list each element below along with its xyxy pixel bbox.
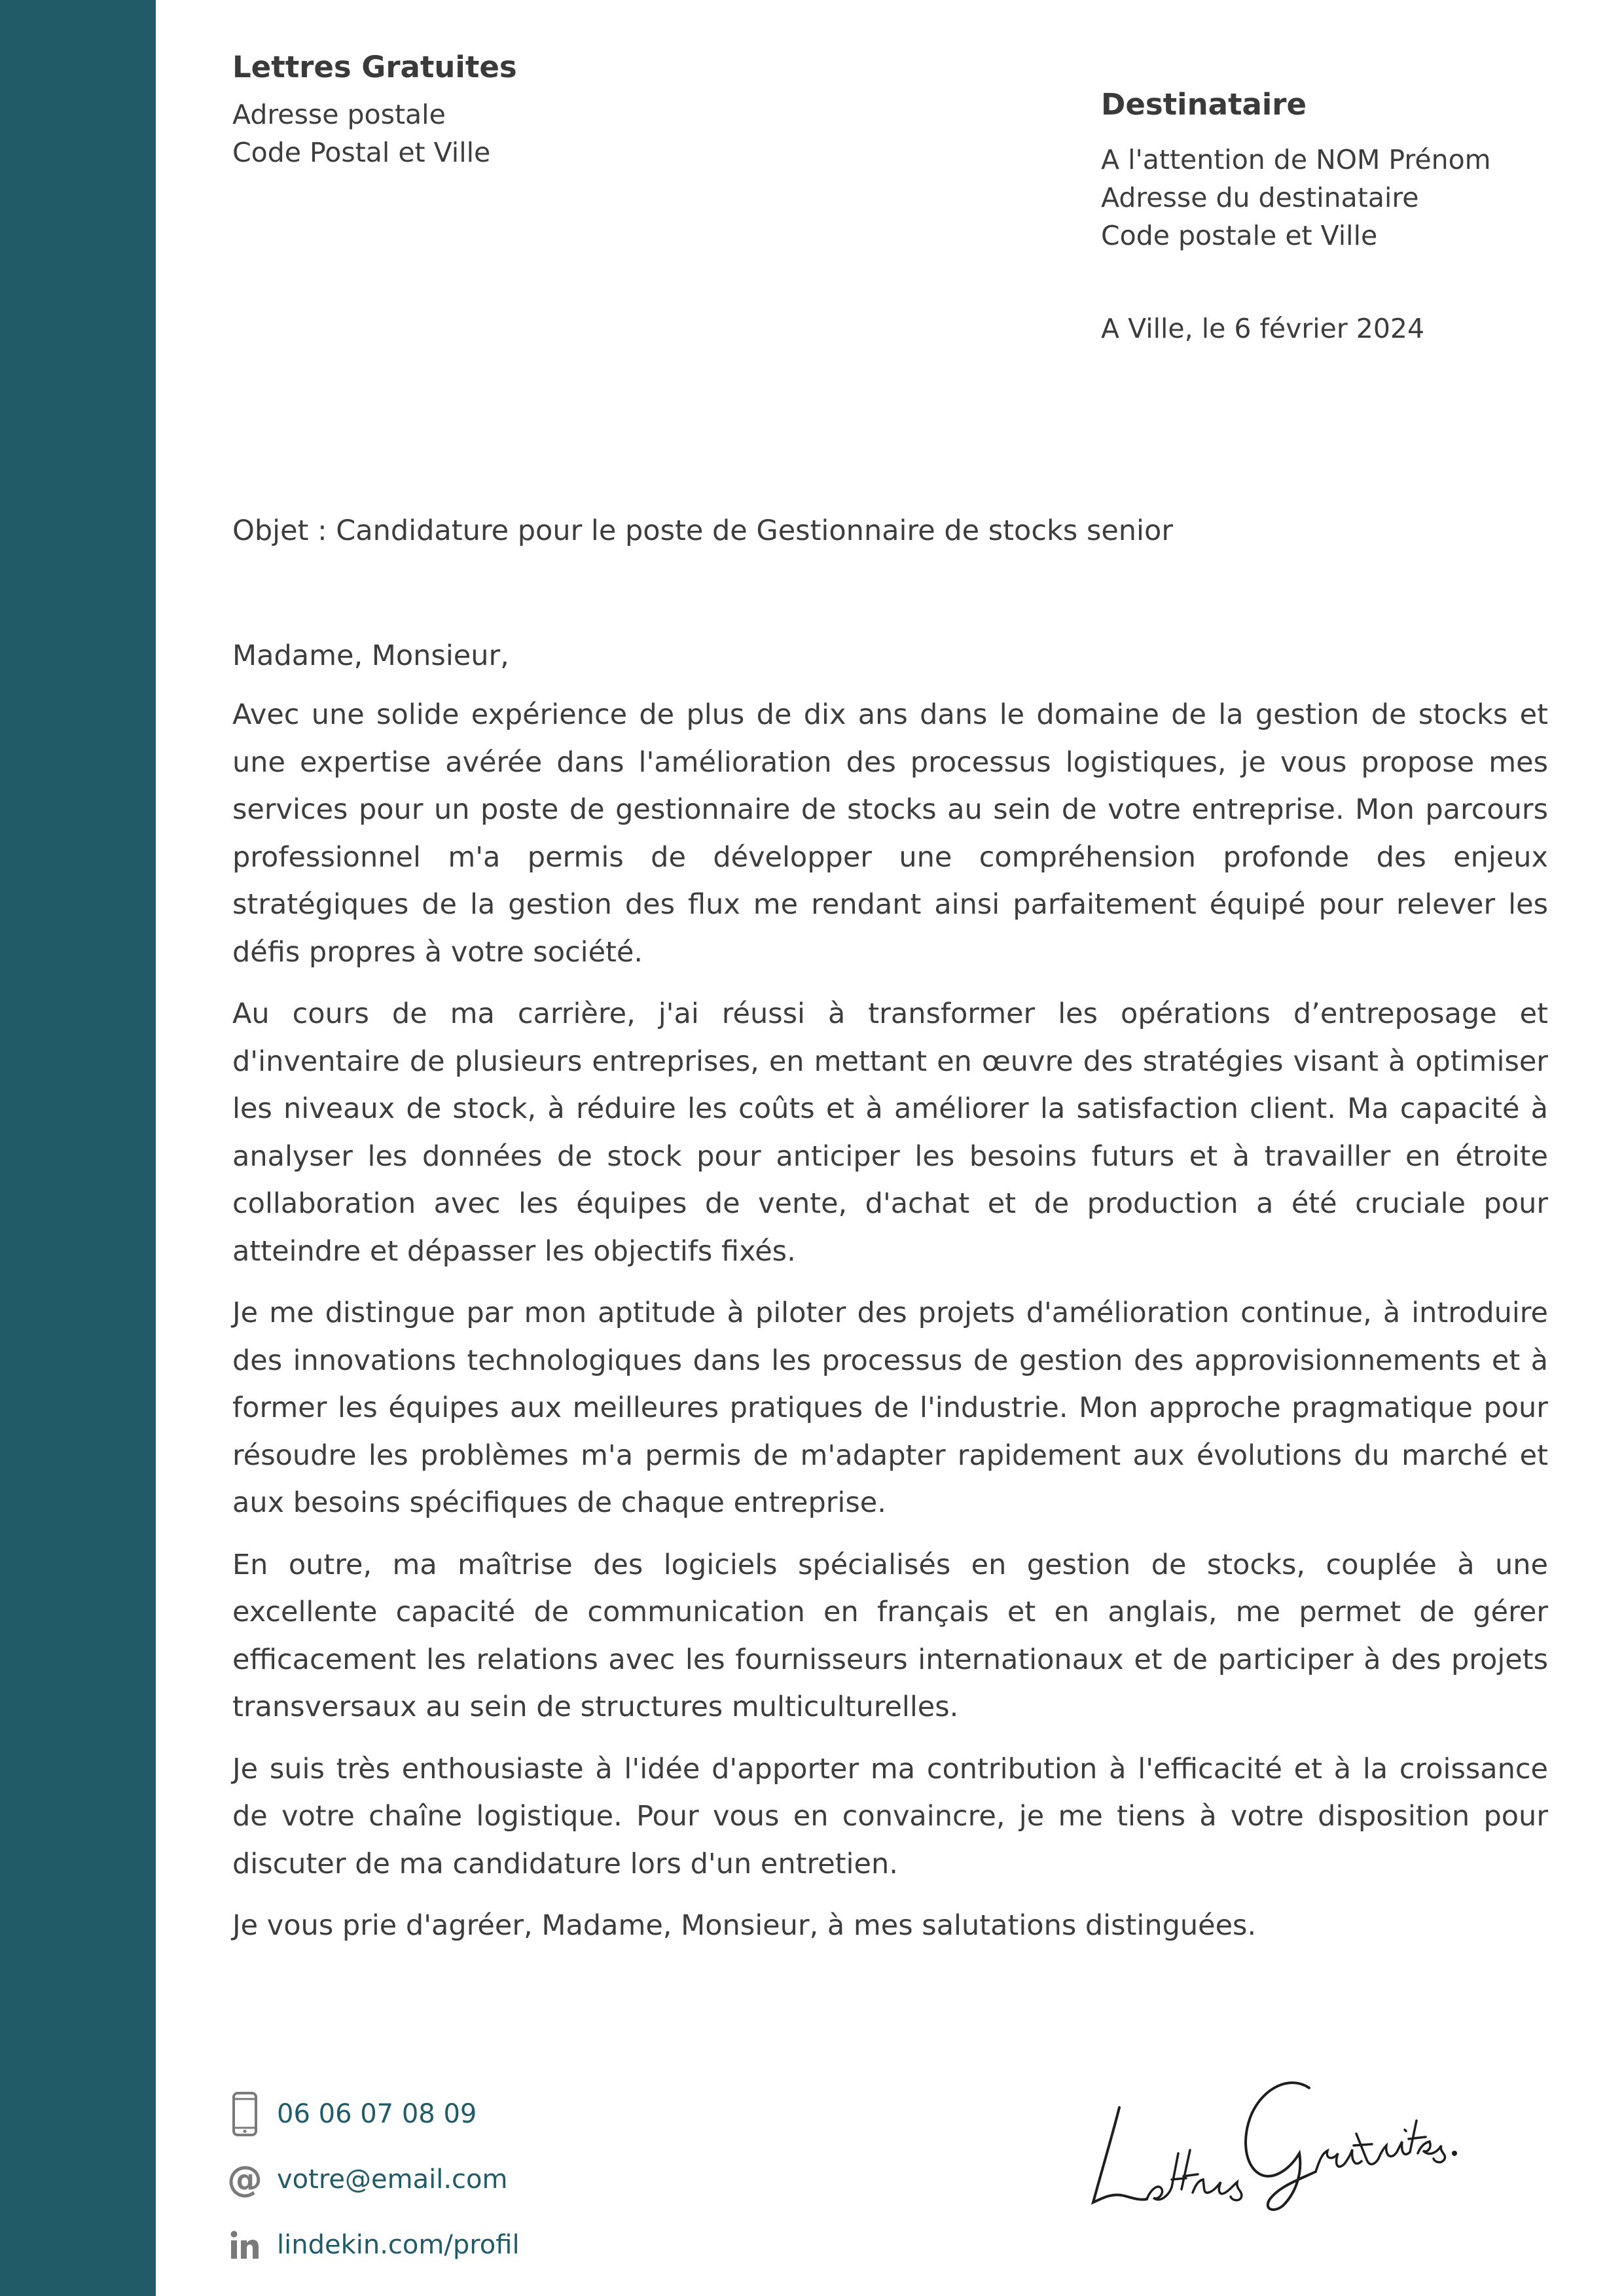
closing-paragraph: Je vous prie d'agréer, Madame, Monsieur, à mes salutations distinguées. (232, 1909, 1257, 1942)
body-paragraph: Au cours de ma carrière, j'ai réussi à transformer les opérations d’entreposage et d'inventaire de plusieurs entreprises, en mettant en œuvre des stratégies visant à optimiser les niveaux de stock, à réduire les coûts et à améliorer la satisfaction client. Ma capacité à analyser les données de stock pour anticiper les besoins futurs et à travailler en étroite collaboration avec les équipes de vente, d'achat et de production a été cruciale pour atteindre et dépasser les objectifs fixés. (232, 997, 1548, 1268)
phone-number[interactable]: 06 06 07 08 09 (277, 2099, 477, 2129)
body-paragraph: En outre, ma maîtrise des logiciels spécialisés en gestion de stocks, couplée à une excellente capacité de communication en français et en anglais, me permet de gérer efficacement les relations avec les fournisseurs internationaux et de participer à des projets transversaux au sein de structures multiculturelles. (232, 1548, 1548, 1723)
phone-icon (226, 2091, 264, 2137)
sidebar-accent-band (0, 0, 156, 2296)
sender-name: Lettres Gratuites (232, 50, 517, 84)
at-icon: @ (227, 2159, 262, 2200)
contact-list (226, 2081, 520, 2278)
contact-linkedin (226, 2212, 520, 2278)
body-paragraph: Je me distingue par mon aptitude à piloter des projets d'amélioration continue, à introduire des innovations technologiques dans les processus de gestion des approvisionnements et à former les équipes aux meilleures pratiques de l'industrie. Mon approche pragmatique pour résoudre les problèmes m'a permis de m'adapter rapidement aux évolutions du marché et aux besoins spécifiques de chaque entreprise. (232, 1297, 1548, 1519)
signature-icon (1074, 2062, 1466, 2219)
body-paragraph: Avec une solide expérience de plus de dix ans dans le domaine de la gestion de stocks et une expertise avérée dans l'amélioration des processus logistiques, je vous propose mes services pour un poste de gestionnaire de stocks au sein de votre entreprise. Mon parcours professionnel m'a permis de développer une compréhension profonde des enjeux stratégiques de la gestion des flux me rendant ainsi parfaitement équipé pour relever les défis propres à votre société. (232, 698, 1548, 969)
linkedin-url[interactable]: lindekin.com/profil (277, 2230, 520, 2260)
recipient-address: Adresse du destinataire (1101, 182, 1419, 213)
body-paragraph: Je suis très enthousiaste à l'idée d'apporter ma contribution à l'efficacité et à la croissance de votre chaîne logistique. Pour vous en convaincre, je me tiens à votre disposition pour discuter de ma candidature lors d'un entretien. (232, 1752, 1548, 1880)
letter-greeting: Madame, Monsieur, (232, 639, 509, 672)
letter-date: A Ville, le 6 février 2024 (1101, 313, 1425, 344)
recipient-attention: A l'attention de NOM Prénom (1101, 144, 1491, 175)
sender-city: Code Postal et Ville (232, 137, 491, 168)
email-address[interactable]: votre@email.com (277, 2164, 508, 2195)
letter-body (232, 636, 1548, 1964)
contact-phone (226, 2081, 520, 2147)
signature (1074, 2062, 1466, 2219)
contact-email (226, 2147, 520, 2212)
sender-block (232, 46, 821, 171)
recipient-city: Code postale et Ville (1101, 220, 1378, 251)
recipient-title: Destinataire (1101, 87, 1307, 122)
recipient-block (1101, 83, 1598, 255)
letter-subject: Objet : Candidature pour le poste de Gestionnaire de stocks senior (232, 514, 1173, 547)
sender-address: Adresse postale (232, 99, 446, 130)
linkedin-icon (226, 2230, 264, 2260)
